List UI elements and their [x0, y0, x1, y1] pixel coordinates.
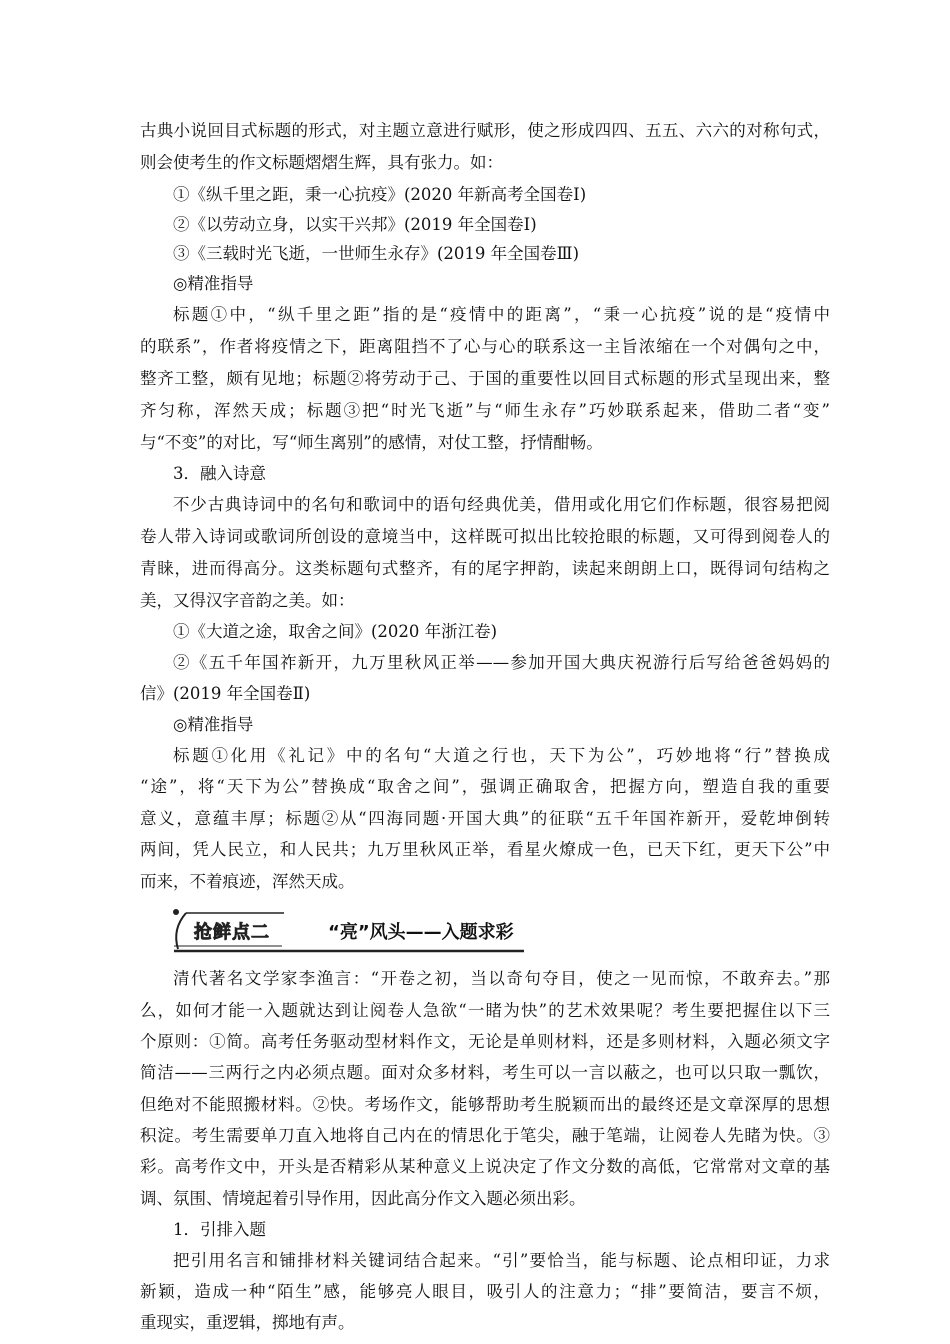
paragraph-line: 青睐，进而得高分。这类标题句式整齐，有的尾字押韵，读起来朗朗上口，既得词句结构之	[140, 559, 830, 578]
example-title: ②《以劳动立身，以实干兴邦》(2019 年全国卷Ⅰ)	[173, 215, 537, 234]
example-title: ①《纵千里之距，秉一心抗疫》(2020 年新高考全国卷Ⅰ)	[173, 185, 587, 204]
paragraph-line: 齐匀称，浑然天成；标题③把“时光飞逝”与“师生永存”巧妙联系起来，借助二者“变”	[140, 401, 830, 420]
paragraph-line: 积淀。考生需要单刀直入地将自己内在的情思化于笔尖，融于笔端，让阅卷人先睹为快。③	[140, 1126, 830, 1145]
guidance-heading: ◎精准指导	[173, 274, 254, 293]
paragraph-line: 么，如何才能一入题就达到让阅卷人急欲“一睹为快”的艺术效果呢？考生要把握住以下三	[140, 1001, 830, 1020]
paragraph-line: 不少古典诗词中的名句和歌词中的语句经典优美，借用或化用它们作标题，很容易把阅	[173, 495, 830, 514]
paragraph-line: 清代著名文学家李渔言：“开卷之初，当以奇句夺目，使之一见而惊，不敢弃去。”那	[173, 969, 830, 988]
paragraph-line: 两间，凭人民立，和人民共；九万里秋风正举，看星火燎成一色，已天下红，更天下公”中	[140, 840, 830, 859]
section-heading: 3．融入诗意	[173, 464, 266, 483]
paragraph-line: 彩。高考作文中，开头是否精彩从某种意义上说决定了作文分数的高低，它常常对文章的基	[140, 1157, 830, 1176]
paragraph-line: 标题①中，“纵千里之距”指的是“疫情中的距离”，“秉一心抗疫”说的是“疫情中	[173, 305, 830, 324]
guidance-heading: ◎精准指导	[173, 715, 254, 734]
paragraph-line: 把引用名言和铺排材料关键词结合起来。“引”要恰当，能与标题、论点相印证，力求	[173, 1251, 830, 1270]
paragraph-line: 的联系”，作者将疫情之下，距离阻挡不了心与心的联系这一主旨浓缩在一个对偶句之中，	[140, 337, 830, 356]
banner-tag: 抢鲜点二	[194, 922, 270, 943]
paragraph-line: “途”，将“天下为公”替换成“取舍之间”，强调正确取舍，把握方向，塑造自我的重要	[140, 777, 830, 796]
paragraph-line: 古典小说回目式标题的形式，对主题立意进行赋形，使之形成四四、五五、六六的对称句式，	[140, 121, 830, 140]
paragraph-line: 标题①化用《礼记》中的名句“大道之行也，天下为公”，巧妙地将“行”替换成	[173, 746, 830, 765]
paragraph-line: 新颖，造成一种“陌生”感，能够亮人眼目，吸引人的注意力；“排”要简洁，要言不烦，	[140, 1282, 830, 1301]
example-title: ③《三载时光飞逝，一世师生永存》(2019 年全国卷Ⅲ)	[173, 244, 580, 263]
paragraph-line: 整齐工整，颇有见地；标题②将劳动于己、于国的重要性以回目式标题的形式呈现出来，整	[140, 369, 830, 388]
paragraph-line: 但绝对不能照搬材料。②快。考场作文，能够帮助考生脱颖而出的最终还是文章深厚的思想	[140, 1095, 830, 1114]
paragraph-line: 卷人带入诗词或歌词所创设的意境当中，这样既可拟出比较抢眼的标题，又可得到阅卷人的	[140, 527, 830, 546]
banner-title: “亮”风头——入题求彩	[328, 922, 514, 943]
paragraph-line: 调、氛围、情境起着引导作用，因此高分作文入题必须出彩。	[140, 1189, 586, 1208]
paragraph-line: 美，又得汉字音韵之美。如：	[140, 591, 355, 610]
paragraph-line: 则会使考生的作文标题熠熠生辉，具有张力。如：	[140, 153, 503, 172]
paragraph-line: 与“不变”的对比，写“师生离别”的感情，对仗工整，抒情酣畅。	[140, 433, 603, 452]
example-title: ②《五千年国祚新开，九万里秋风正举——参加开国大典庆祝游行后写给爸爸妈妈的	[173, 653, 830, 672]
paragraph-line: 简洁——三两行之内必须点题。面对众多材料，考生可以一言以蔽之，也可以只取一瓢饮，	[140, 1063, 830, 1082]
paragraph-line: 意义，意蕴丰厚；标题②从“四海同题·开国大典”的征联“五千年国祚新开，爱乾坤倒转	[140, 809, 830, 828]
paragraph-line: 个原则：①简。高考任务驱动型材料作文，无论是单则材料，还是多则材料，入题必须文字	[140, 1032, 830, 1051]
example-title: ①《大道之途，取舍之间》(2020 年浙江卷)	[173, 622, 498, 641]
example-title: 信》(2019 年全国卷Ⅱ)	[140, 684, 311, 703]
section-heading: 1．引排入题	[173, 1220, 266, 1239]
paragraph-line: 重现实，重逻辑，掷地有声。	[140, 1313, 355, 1332]
paragraph-line: 而来，不着痕迹，浑然天成。	[140, 872, 355, 891]
section-banner	[164, 905, 534, 957]
